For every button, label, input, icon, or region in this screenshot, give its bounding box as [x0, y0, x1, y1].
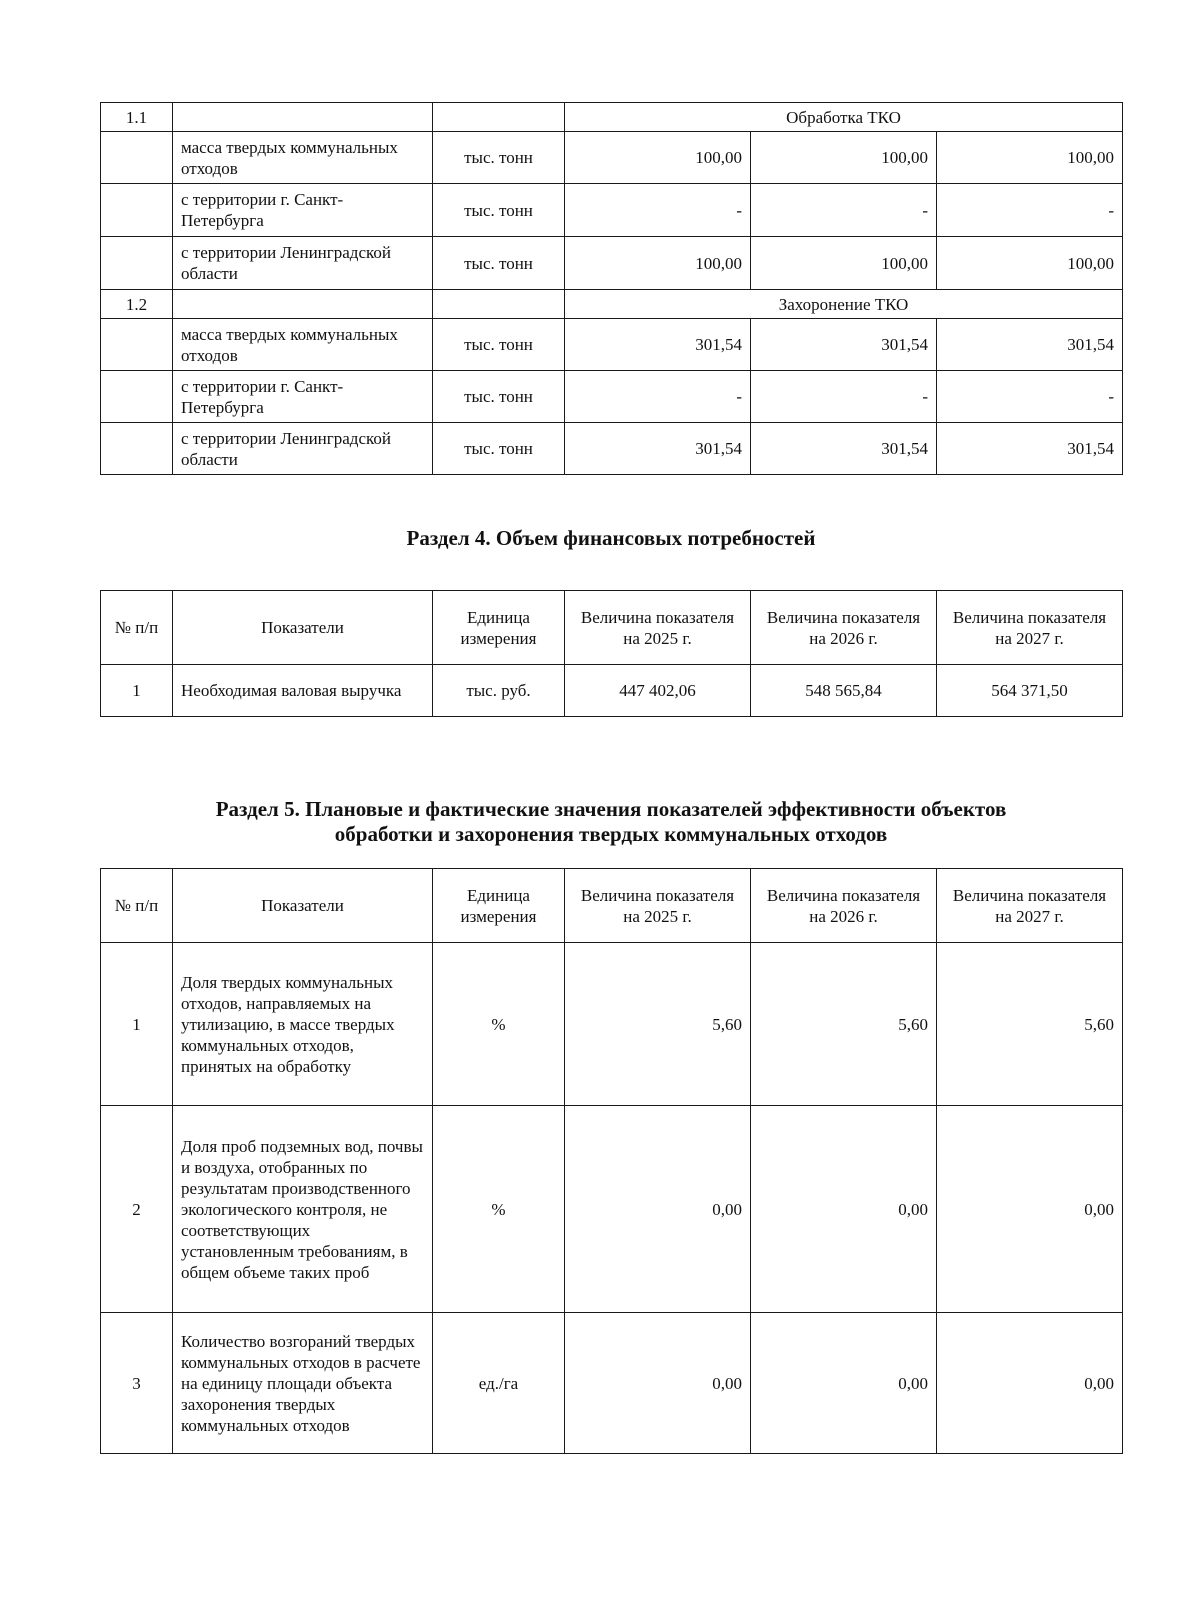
row-unit: тыс. тонн — [433, 184, 565, 237]
row-number: 2 — [101, 1106, 173, 1313]
table-row — [101, 423, 1123, 475]
header-2026: Величина показателя на 2026 г. — [751, 591, 937, 665]
section-title: Захоронение ТКО — [565, 290, 1123, 319]
row-unit: тыс. тонн — [433, 237, 565, 290]
value-2027: 100,00 — [937, 237, 1123, 290]
table-header-row — [101, 591, 1123, 665]
value-2025: 0,00 — [565, 1313, 751, 1454]
value-2025: - — [565, 184, 751, 237]
value-2027: - — [937, 371, 1123, 423]
value-2025: 100,00 — [565, 132, 751, 184]
efficiency-table — [100, 868, 1123, 1454]
value-2027: - — [937, 184, 1123, 237]
header-indicator: Показатели — [173, 591, 433, 665]
value-2025: 100,00 — [565, 237, 751, 290]
row-unit: тыс. тонн — [433, 371, 565, 423]
row-label: масса твердых коммунальных отходов — [173, 132, 433, 184]
row-number: 3 — [101, 1313, 173, 1454]
row-unit: тыс. тонн — [433, 319, 565, 371]
value-2027: 301,54 — [937, 423, 1123, 475]
header-2025: Величина показателя на 2025 г. — [565, 591, 751, 665]
volume-table — [100, 102, 1123, 475]
row-unit: тыс. тонн — [433, 423, 565, 475]
table-row — [101, 943, 1123, 1106]
row-label: с территории г. Санкт-Петербурга — [173, 184, 433, 237]
value-2026: 0,00 — [751, 1106, 937, 1313]
value-2026: 301,54 — [751, 319, 937, 371]
header-unit: Единица измерения — [433, 591, 565, 665]
section-4-heading: Раздел 4. Объем финансовых потребностей — [406, 526, 816, 550]
header-num: № п/п — [101, 869, 173, 943]
section-number: 1.2 — [101, 290, 173, 319]
value-2026: - — [751, 184, 937, 237]
value-2025: 301,54 — [565, 319, 751, 371]
value-2025: - — [565, 371, 751, 423]
value-2027: 0,00 — [937, 1106, 1123, 1313]
row-label: с территории Ленинградской области — [173, 237, 433, 290]
row-label: с территории г. Санкт-Петербурга — [173, 371, 433, 423]
row-label: масса твердых коммунальных отходов — [173, 319, 433, 371]
row-unit: % — [433, 943, 565, 1106]
table-row — [101, 132, 1123, 184]
section-5-heading — [100, 797, 1122, 847]
header-2027: Величина показателя на 2027 г. — [937, 869, 1123, 943]
table-row — [101, 237, 1123, 290]
row-unit: тыс. руб. — [433, 665, 565, 717]
value-2027: 564 371,50 — [937, 665, 1123, 717]
section-row-1-1 — [101, 103, 1123, 132]
financial-needs-table — [100, 590, 1123, 717]
table-row — [101, 1313, 1123, 1454]
header-2025: Величина показателя на 2025 г. — [565, 869, 751, 943]
value-2027: 301,54 — [937, 319, 1123, 371]
section-number: 1.1 — [101, 103, 173, 132]
header-num: № п/п — [101, 591, 173, 665]
header-unit: Единица измерения — [433, 869, 565, 943]
value-2026: 548 565,84 — [751, 665, 937, 717]
table-row — [101, 319, 1123, 371]
table-header-row — [101, 869, 1123, 943]
value-2027: 5,60 — [937, 943, 1123, 1106]
table-row — [101, 184, 1123, 237]
value-2025: 447 402,06 — [565, 665, 751, 717]
section-5-heading-line-2: обработки и захоронения твердых коммунальных отходов — [334, 822, 888, 846]
header-2027: Величина показателя на 2027 г. — [937, 591, 1123, 665]
row-unit: % — [433, 1106, 565, 1313]
value-2026: 0,00 — [751, 1313, 937, 1454]
value-2026: 5,60 — [751, 943, 937, 1106]
section-5-heading-line-1: Раздел 5. Плановые и фактические значения показателей эффективности объектов — [215, 797, 1007, 821]
value-2025: 5,60 — [565, 943, 751, 1106]
section-title: Обработка ТКО — [565, 103, 1123, 132]
table-row — [101, 665, 1123, 717]
value-2026: - — [751, 371, 937, 423]
row-label: Необходимая валовая выручка — [173, 665, 433, 717]
row-unit: тыс. тонн — [433, 132, 565, 184]
value-2027: 0,00 — [937, 1313, 1123, 1454]
row-label: с территории Ленинградской области — [173, 423, 433, 475]
row-number: 1 — [101, 943, 173, 1106]
header-indicator: Показатели — [173, 869, 433, 943]
value-2026: 301,54 — [751, 423, 937, 475]
row-label: Доля проб подземных вод, почвы и воздуха, отобранных по результатам производственного экологического контроля, не соответствующих установленным требованиям, в общем объеме таких проб — [173, 1106, 433, 1313]
table-row — [101, 371, 1123, 423]
value-2026: 100,00 — [751, 132, 937, 184]
row-unit: ед./га — [433, 1313, 565, 1454]
header-2026: Величина показателя на 2026 г. — [751, 869, 937, 943]
row-number: 1 — [101, 665, 173, 717]
row-label: Доля твердых коммунальных отходов, направляемых на утилизацию, в массе твердых коммунальных отходов, принятых на обработку — [173, 943, 433, 1106]
value-2025: 0,00 — [565, 1106, 751, 1313]
value-2026: 100,00 — [751, 237, 937, 290]
value-2027: 100,00 — [937, 132, 1123, 184]
row-label: Количество возгораний твердых коммунальных отходов в расчете на единицу площади объекта захоронения твердых коммунальных отходов — [173, 1313, 433, 1454]
value-2025: 301,54 — [565, 423, 751, 475]
table-row — [101, 1106, 1123, 1313]
section-row-1-2 — [101, 290, 1123, 319]
